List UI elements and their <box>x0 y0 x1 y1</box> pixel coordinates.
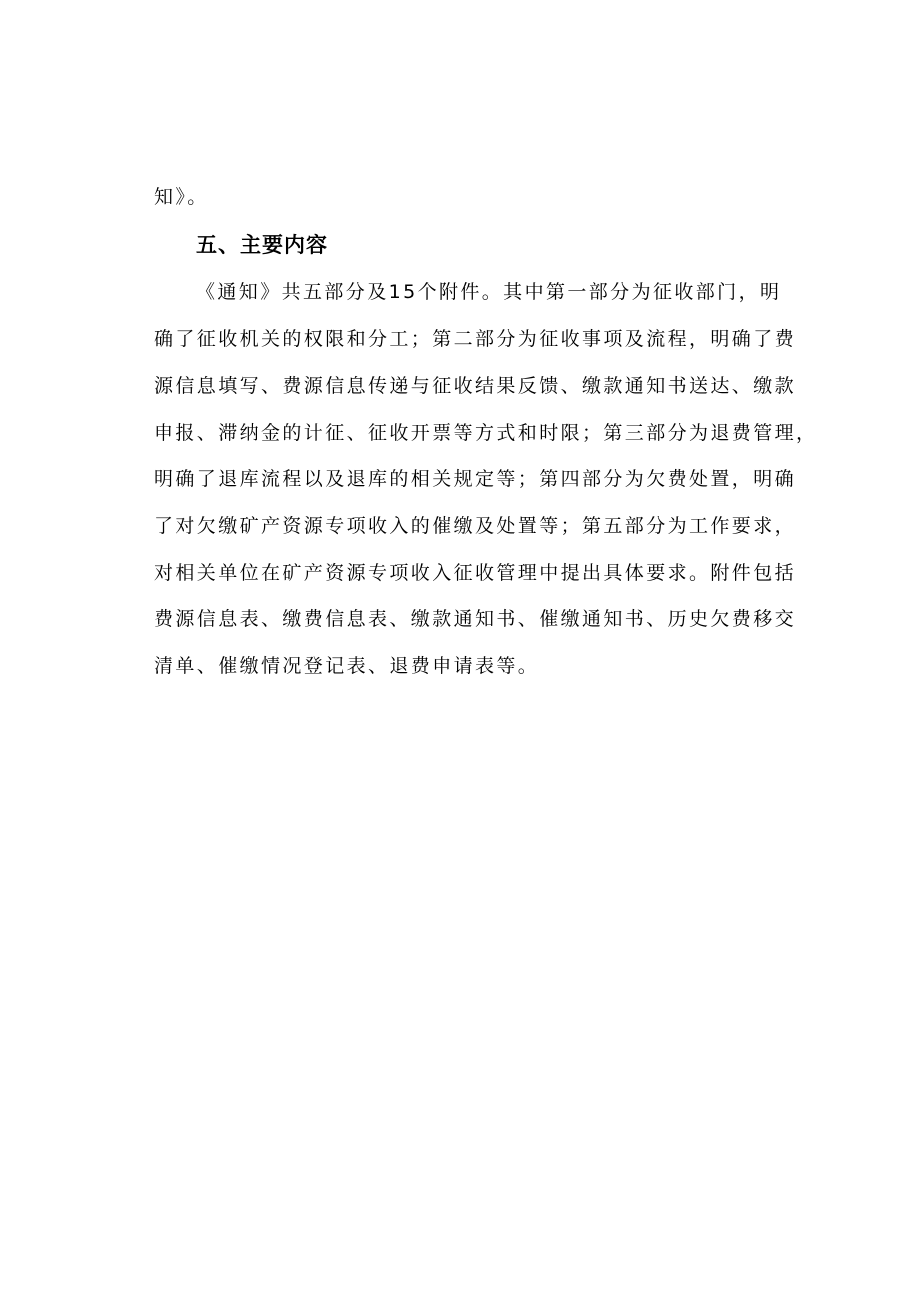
paragraph-line: 了对欠缴矿产资源专项收入的催缴及处置等；第五部分为工作要求， <box>154 515 797 537</box>
section-heading: 五、主要内容 <box>196 233 328 257</box>
paragraph-line: 源信息填写、费源信息传递与征收结果反馈、缴款通知书送达、缴款 <box>154 375 797 397</box>
paragraph-line: 费源信息表、缴费信息表、缴款通知书、催缴通知书、历史欠费移交 <box>154 608 797 630</box>
paragraph-line: 清单、催缴情况登记表、退费申请表等。 <box>154 655 540 677</box>
paragraph-line: 《通知》共五部分及15个附件。其中第一部分为征收部门，明 <box>196 281 782 303</box>
paragraph-line: 申报、滞纳金的计征、征收开票等方式和时限；第三部分为退费管理， <box>154 422 818 444</box>
paragraph-line: 明确了退库流程以及退库的相关规定等；第四部分为欠费处置，明确 <box>154 468 797 490</box>
continuation-line: 知》。 <box>154 186 209 208</box>
paragraph-line: 对相关单位在矿产资源专项收入征收管理中提出具体要求。附件包括 <box>154 562 797 584</box>
paragraph-line: 确了征收机关的权限和分工；第二部分为征收事项及流程，明确了费 <box>154 328 797 350</box>
